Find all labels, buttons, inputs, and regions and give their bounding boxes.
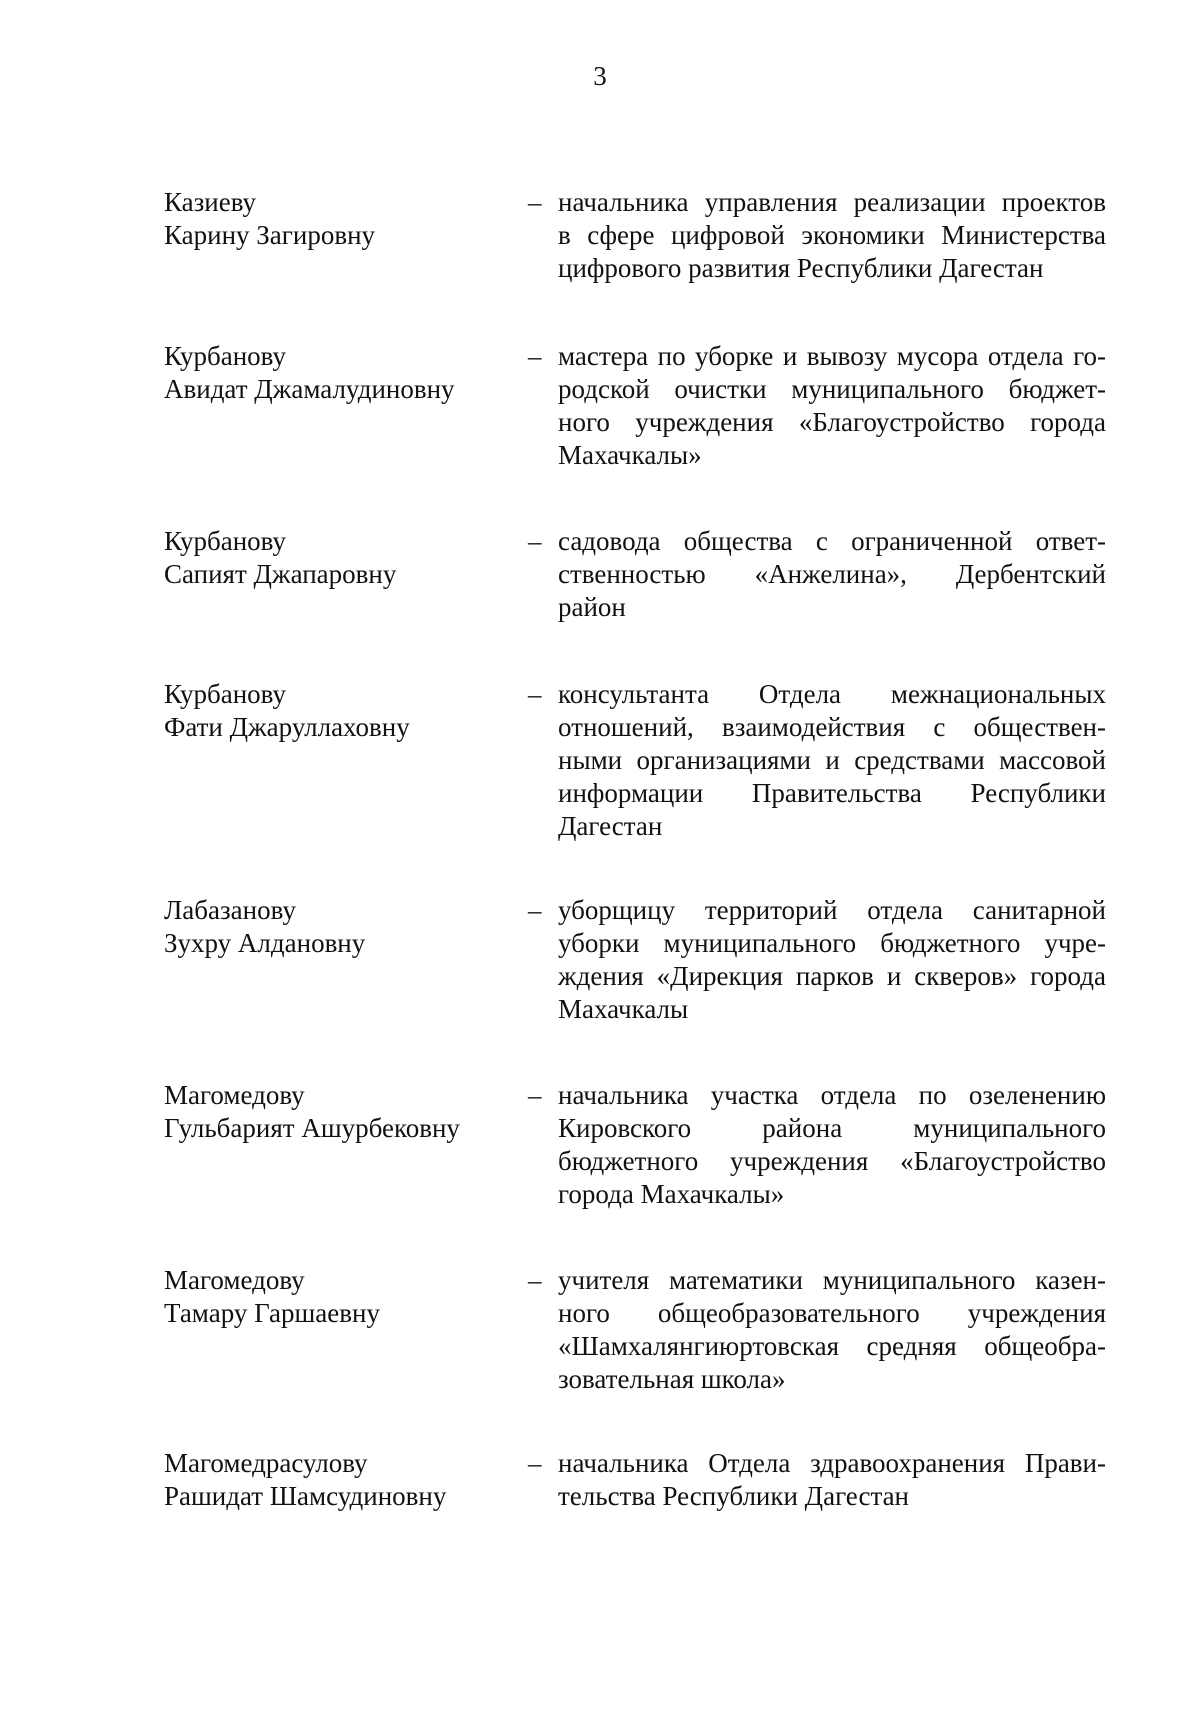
description-line: Махачкалы: [558, 994, 689, 1024]
description-line: города Махачкалы»: [558, 1179, 785, 1209]
description-line: «Шамхалянгиюртовская средняя общеобра-: [558, 1331, 1106, 1361]
surname: Лабазанову: [164, 895, 296, 925]
description-line: тельства Республики Дагестан: [558, 1481, 909, 1511]
surname: Магомедову: [164, 1080, 305, 1110]
position-description: [558, 894, 1106, 1026]
surname: Курбанову: [164, 341, 286, 371]
surname: Магомедову: [164, 1265, 305, 1295]
given-name: Карину Загировну: [164, 220, 376, 250]
description-line: уборки муниципального бюджетного учре-: [558, 928, 1106, 958]
dash-separator: –: [528, 1448, 542, 1478]
description-line: начальника управления реализации проектов: [558, 187, 1106, 217]
person-name: [164, 186, 504, 252]
given-name: Рашидат Шамсудиновну: [164, 1481, 447, 1511]
description-line: зовательная школа»: [558, 1364, 786, 1394]
description-line: начальника Отдела здравоохранения Прави-: [558, 1448, 1106, 1478]
position-description: [558, 525, 1106, 624]
position-description: [558, 1079, 1106, 1211]
description-line: бюджетного учреждения «Благоустройство: [558, 1146, 1106, 1176]
description-line: уборщицу территорий отдела санитарной: [558, 895, 1106, 925]
description-line: мастера по уборке и вывозу мусора отдела го-: [558, 341, 1106, 371]
person-name: [164, 525, 504, 591]
person-name: [164, 894, 504, 960]
given-name: Зухру Алдановну: [164, 928, 366, 958]
description-line: ными организациями и средствами массовой: [558, 745, 1106, 775]
surname: Курбанову: [164, 679, 286, 709]
given-name: Фати Джаруллаховну: [164, 712, 410, 742]
person-name: [164, 678, 504, 744]
description-line: ждения «Дирекция парков и скверов» города: [558, 961, 1106, 991]
given-name: Авидат Джамалудиновну: [164, 374, 455, 404]
position-description: [558, 678, 1106, 843]
dash-separator: –: [528, 1080, 542, 1110]
page-number: 3: [593, 61, 607, 91]
description-line: отношений, взаимодействия с обществен-: [558, 712, 1106, 742]
position-description: [558, 186, 1106, 285]
description-line: садовода общества с ограниченной ответ-: [558, 526, 1106, 556]
given-name: Тамару Гаршаевну: [164, 1298, 380, 1328]
surname: Курбанову: [164, 526, 286, 556]
description-line: Махачкалы»: [558, 440, 702, 470]
description-line: в сфере цифровой экономики Министерства: [558, 220, 1106, 250]
person-name: [164, 1079, 504, 1145]
description-line: ного общеобразовательного учреждения: [558, 1298, 1106, 1328]
position-description: [558, 340, 1106, 472]
description-line: ного учреждения «Благоустройство города: [558, 407, 1106, 437]
dash-separator: –: [528, 187, 542, 217]
surname: Казиеву: [164, 187, 257, 217]
description-line: консультанта Отдела межнациональных: [558, 679, 1106, 709]
position-description: [558, 1447, 1106, 1513]
description-line: район: [558, 592, 626, 622]
position-description: [558, 1264, 1106, 1396]
person-name: [164, 1264, 504, 1330]
description-line: цифрового развития Республики Дагестан: [558, 253, 1044, 283]
dash-separator: –: [528, 1265, 542, 1295]
description-line: начальника участка отдела по озеленению: [558, 1080, 1106, 1110]
dash-separator: –: [528, 895, 542, 925]
description-line: Кировского района муниципального: [558, 1113, 1106, 1143]
person-name: [164, 1447, 504, 1513]
surname: Магомедрасулову: [164, 1448, 368, 1478]
given-name: Сапият Джапаровну: [164, 559, 397, 589]
description-line: Дагестан: [558, 811, 663, 841]
description-line: родской очистки муниципального бюджет-: [558, 374, 1106, 404]
dash-separator: –: [528, 526, 542, 556]
given-name: Гульбарият Ашурбековну: [164, 1113, 460, 1143]
description-line: информации Правительства Республики: [558, 778, 1106, 808]
description-line: учителя математики муниципального казен-: [558, 1265, 1106, 1295]
dash-separator: –: [528, 341, 542, 371]
dash-separator: –: [528, 679, 542, 709]
person-name: [164, 340, 504, 406]
description-line: ственностью «Анжелина», Дербентский: [558, 559, 1106, 589]
